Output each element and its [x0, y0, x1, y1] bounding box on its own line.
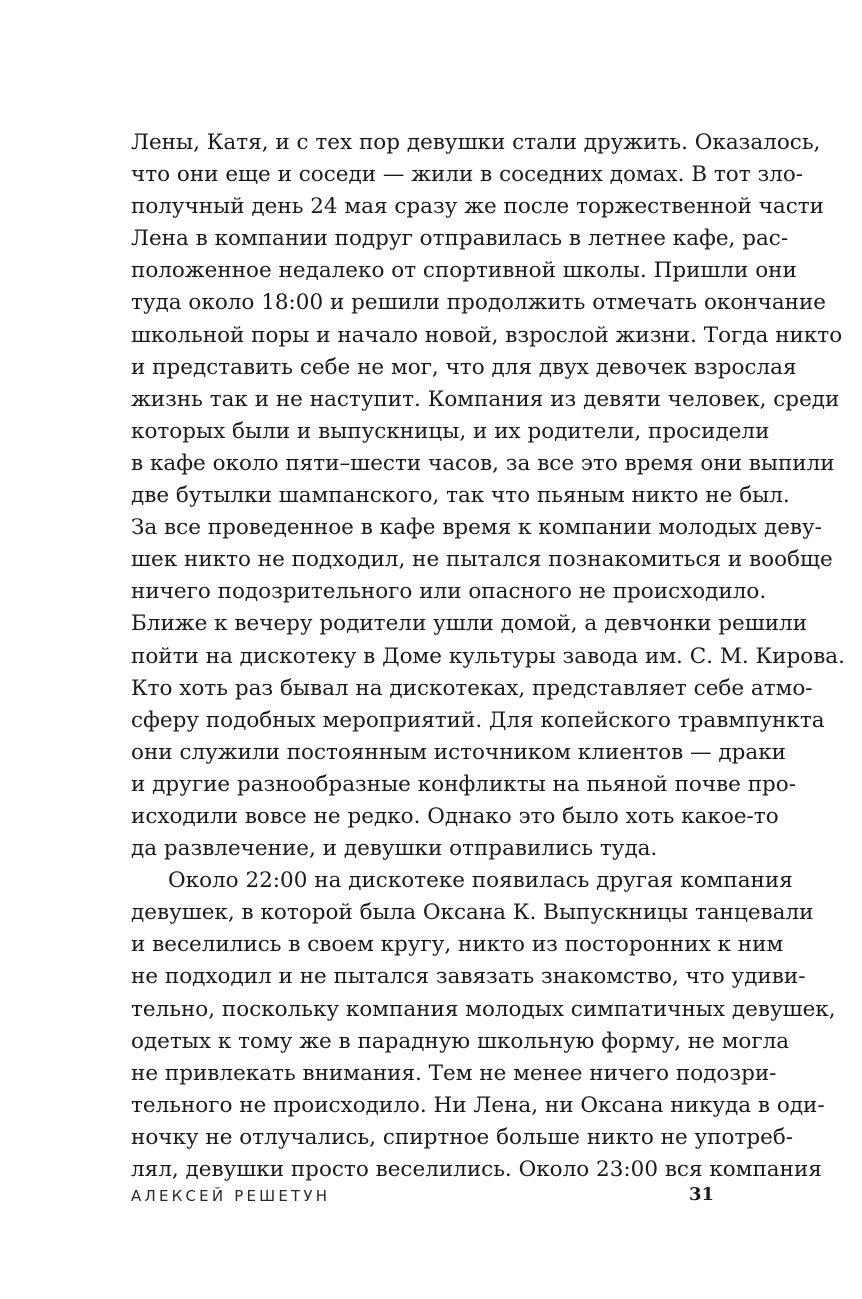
text-line: одетых к тому же в парадную школьную форму, не могла — [131, 1028, 790, 1054]
running-footer-author: АЛЕКСЕЙ РЕШЕТУН — [131, 1187, 331, 1205]
text-line: исходили вовсе не редко. Однако это было хоть какое-то — [131, 803, 779, 829]
text-line: да развлечение, и девушки отправились туда. — [131, 836, 658, 862]
text-line: тельного не происходило. Ни Лена, ни Оксана никуда в оди- — [131, 1092, 825, 1118]
text-line: Около 22:00 на дискотеке появилась другая компания — [168, 868, 793, 894]
text-line: они служили постоянным источником клиентов — драки — [131, 739, 786, 765]
text-line: и другие разнообразные конфликты на пьяной почве про- — [131, 771, 797, 797]
text-line: в кафе около пяти–шести часов, за все это время они выпили — [131, 450, 835, 476]
text-line: положенное недалеко от спортивной школы. Пришли они — [131, 258, 797, 284]
text-line: Кто хоть раз бывал на дискотеках, представляет себе атмо- — [131, 675, 813, 701]
text-line: туда около 18:00 и решили продолжить отмечать окончание — [131, 290, 827, 316]
text-line: ночку не отлучались, спиртное больше никто не употреб- — [131, 1124, 794, 1150]
text-line: которых были и выпускницы, и их родители, просидели — [131, 418, 770, 444]
text-line: девушек, в которой была Оксана К. Выпускницы танцевали — [131, 900, 814, 926]
text-line: две бутылки шампанского, так что пьяным никто не был. — [131, 483, 790, 509]
text-line: что они еще и соседи — жили в соседних домах. В тот зло- — [131, 162, 804, 188]
text-line: жизнь так и не наступит. Компания из девяти человек, среди — [131, 386, 840, 412]
text-line: пойти на дискотеку в Доме культуры завода им. С. М. Кирова. — [131, 643, 845, 669]
text-line: Лена в компании подруг отправилась в летнее кафе, рас- — [131, 226, 789, 252]
text-line: и веселились в своем кругу, никто из посторонних к ним — [131, 932, 784, 958]
text-line: школьной поры и начало новой, взрослой жизни. Тогда никто — [131, 322, 843, 348]
text-line: лял, девушки просто веселились. Около 23:00 вся компания — [131, 1157, 822, 1182]
text-line: шек никто не подходил, не пытался познакомиться и вообще — [131, 547, 833, 573]
text-line: тельно, поскольку компания молодых симпатичных девушек, — [131, 996, 836, 1022]
paragraph-1 — [131, 127, 845, 865]
page-number: 31 — [688, 1184, 714, 1205]
text-line: ничего подозрительного или опасного не происходило. — [131, 579, 767, 605]
text-line: не подходил и не пытался завязать знакомство, что удиви- — [131, 964, 806, 990]
text-line: получный день 24 мая сразу же после торжественной части — [131, 194, 824, 220]
text-line: и представить себе не мог, что для двух девочек взрослая — [131, 354, 797, 380]
text-line: За все проведенное в кафе время к компании молодых деву- — [131, 515, 822, 541]
paragraph-2 — [131, 865, 836, 1186]
text-line: сферу подобных мероприятий. Для копейского травмпункта — [131, 707, 825, 733]
body-text — [131, 127, 845, 1186]
text-line: не привлекать внимания. Тем не менее ничего подозри- — [131, 1060, 777, 1086]
text-line: Лены, Катя, и с тех пор девушки стали дружить. Оказалось, — [131, 130, 821, 155]
text-line: Ближе к вечеру родители ушли домой, а девчонки решили — [131, 611, 808, 637]
